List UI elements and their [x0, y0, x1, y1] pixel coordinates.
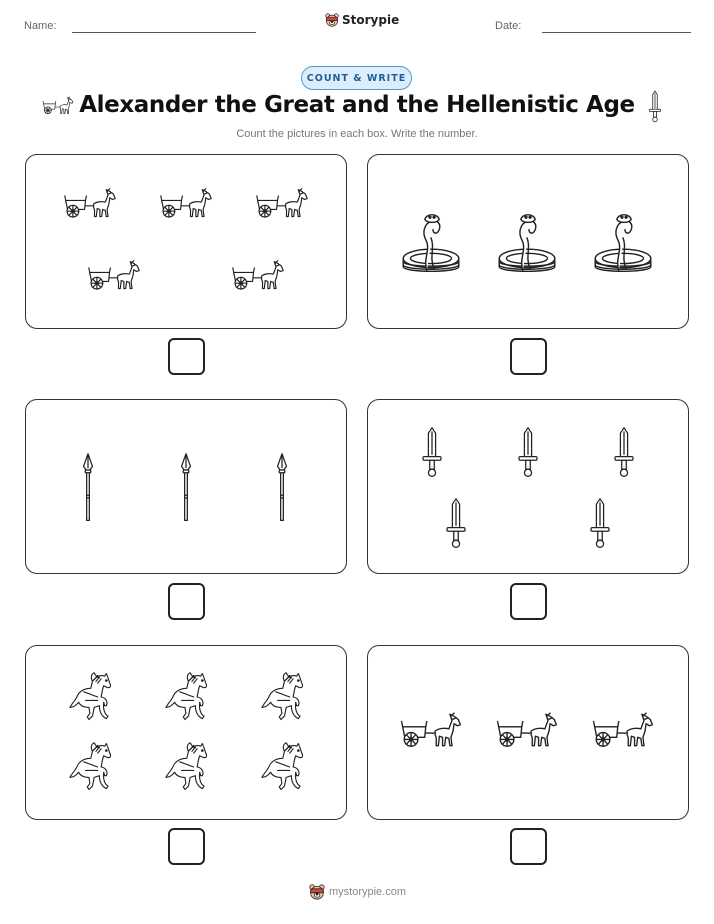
chariot-icon [87, 258, 141, 294]
count-panel-3 [25, 399, 347, 574]
chariot-icon [255, 186, 309, 222]
count-panel-5 [25, 645, 347, 820]
name-label: Name: [24, 20, 57, 32]
count-write-badge: COUNT & WRITE [301, 66, 412, 90]
storypie-bear-icon [309, 884, 325, 900]
spear-icon [176, 452, 196, 524]
sword-icon [516, 426, 540, 480]
warhorse-icon [63, 670, 115, 724]
name-line[interactable] [72, 32, 256, 33]
answer-box-5[interactable] [168, 828, 205, 865]
sword-icon [444, 497, 468, 551]
sword-icon [420, 426, 444, 480]
page-title: Alexander the Great and the Hellenistic Age [79, 92, 635, 118]
warhorse-icon [63, 740, 115, 794]
footer [309, 884, 406, 900]
count-panel-2 [367, 154, 689, 329]
warhorse-icon [159, 670, 211, 724]
answer-box-3[interactable] [168, 583, 205, 620]
answer-box-6[interactable] [510, 828, 547, 865]
chariot-icon [399, 710, 463, 752]
chariot-icon [591, 710, 655, 752]
snake-bracelet-icon [496, 207, 558, 279]
chariot-icon [159, 186, 213, 222]
snake-bracelet-icon [592, 207, 654, 279]
snake-bracelet-icon [400, 207, 462, 279]
spear-icon [272, 452, 292, 524]
chariot-icon [63, 186, 117, 222]
answer-box-4[interactable] [510, 583, 547, 620]
date-label: Date: [495, 20, 522, 32]
brand-name: Storypie [342, 13, 400, 27]
sword-icon [588, 497, 612, 551]
brand-logo [325, 13, 399, 27]
warhorse-icon [255, 740, 307, 794]
footer-site[interactable]: mystorypie.com [329, 886, 407, 898]
sword-icon [645, 90, 665, 124]
warhorse-icon [255, 670, 307, 724]
answer-box-2[interactable] [510, 338, 547, 375]
count-panel-1 [25, 154, 347, 329]
instructions: Count the pictures in each box. Write the number. [236, 128, 478, 140]
count-panel-6 [367, 645, 689, 820]
count-panel-4 [367, 399, 689, 574]
storypie-bear-icon [325, 13, 339, 27]
sword-icon [612, 426, 636, 480]
spear-icon [78, 452, 98, 524]
warhorse-icon [159, 740, 211, 794]
chariot-icon [231, 258, 285, 294]
date-line[interactable] [542, 32, 691, 33]
answer-box-1[interactable] [168, 338, 205, 375]
chariot-icon [495, 710, 559, 752]
